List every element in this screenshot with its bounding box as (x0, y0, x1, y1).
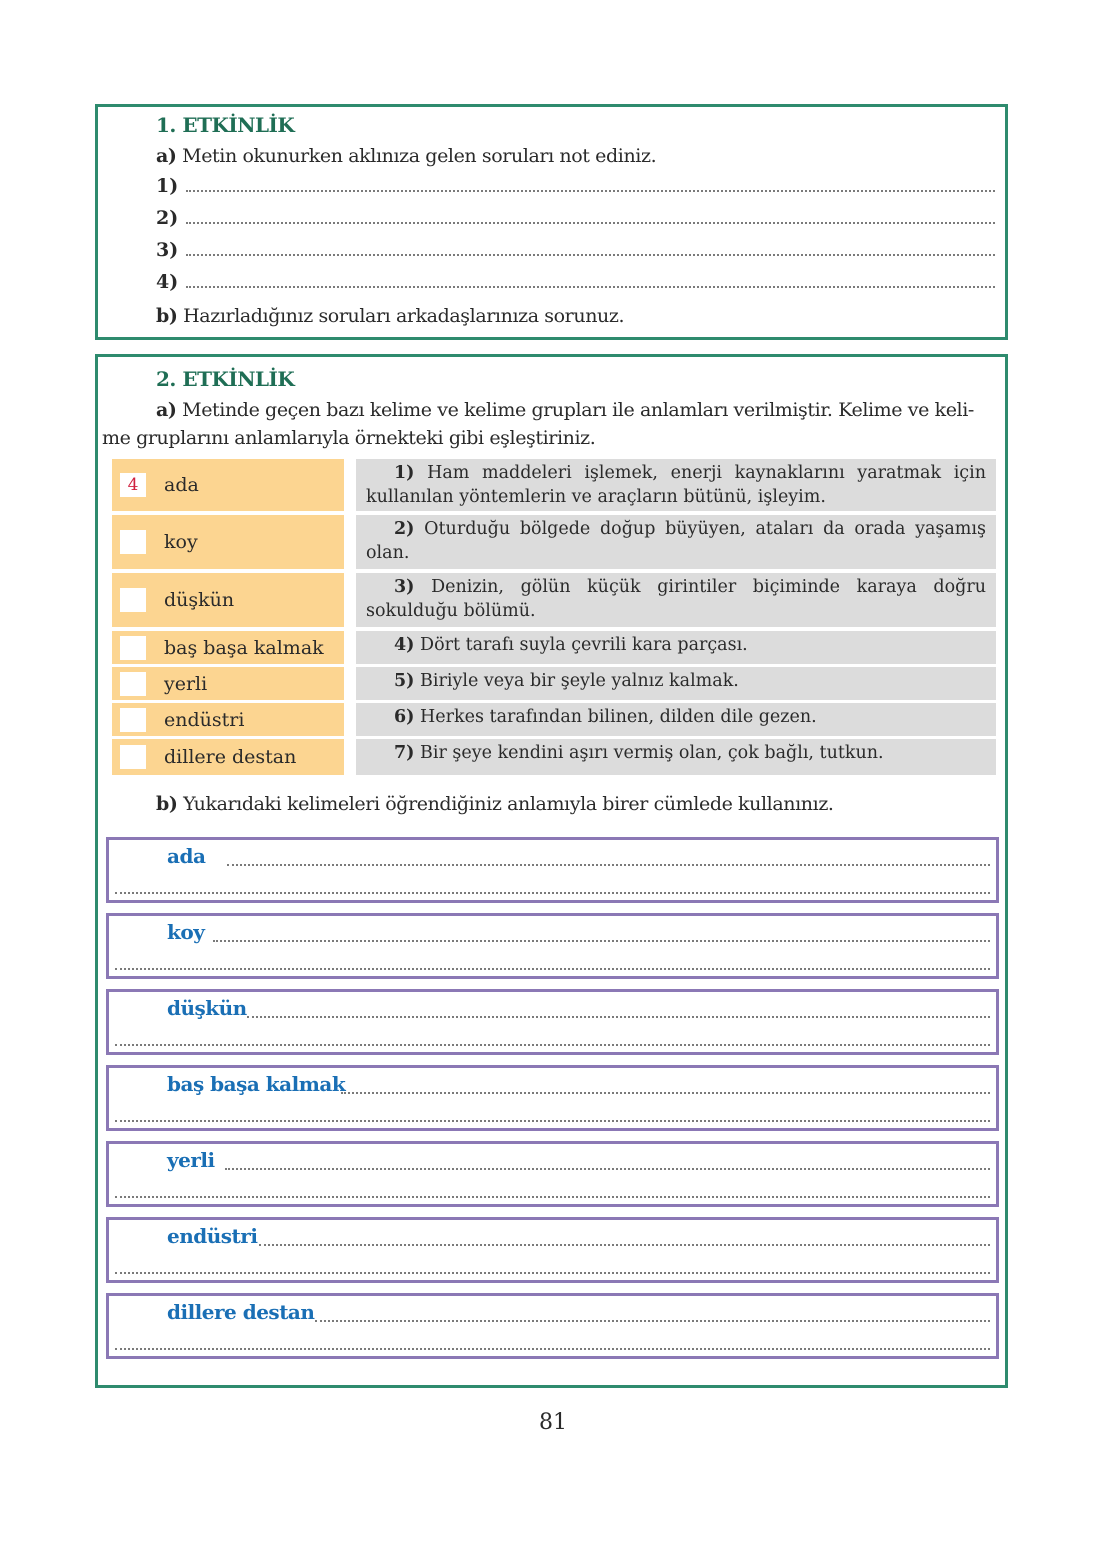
word-cell (112, 667, 344, 700)
sentence-word: ada (167, 844, 206, 868)
definition-number: 7) (394, 743, 415, 763)
word-text: endüstri (164, 708, 245, 731)
match-row (112, 631, 996, 664)
answer-dotted-line[interactable] (115, 968, 990, 970)
definition-cell (356, 703, 996, 736)
answer-dotted-line[interactable] (315, 1320, 990, 1322)
definition-text: Denizin, gölün küçük girintiler biçiminde karaya doğru sokulduğu bölümü. (366, 577, 986, 621)
word-cell (112, 739, 344, 775)
definition-cell (356, 515, 996, 569)
word-cell (112, 573, 344, 627)
sentence-box-endustri[interactable] (106, 1217, 999, 1283)
sentence-word: endüstri (167, 1224, 258, 1248)
instruction-text: Yukarıdaki kelimeleri öğrendiğiniz anlamıyla birer cümlede kullanınız. (183, 793, 834, 815)
definition-number: 6) (394, 707, 415, 727)
definition-number: 5) (394, 671, 415, 691)
sentence-word: dillere destan (167, 1300, 315, 1324)
sentence-box-bas-basa-kalmak[interactable] (106, 1065, 999, 1131)
answer-dotted-line[interactable] (227, 864, 990, 866)
activity-2-instruction-a-line1 (156, 399, 974, 421)
sentence-box-ada[interactable] (106, 837, 999, 903)
part-label: b) (156, 305, 178, 327)
question-line-1[interactable] (156, 173, 995, 197)
word-text: düşkün (164, 589, 235, 611)
answer-dotted-line[interactable] (225, 1168, 990, 1170)
question-number: 4) (156, 271, 179, 293)
instruction-text: Metin okunurken aklınıza gelen soruları not ediniz. (182, 145, 657, 167)
sentence-box-dillere-destan[interactable] (106, 1293, 999, 1359)
match-row (112, 667, 996, 700)
answer-dotted-line[interactable] (186, 190, 995, 192)
answer-box[interactable] (120, 588, 146, 612)
activity-1-instruction-a (156, 145, 656, 167)
match-row (112, 459, 996, 511)
part-label: a) (156, 399, 177, 421)
question-line-3[interactable] (156, 237, 995, 261)
sentence-word: baş başa kalmak (167, 1072, 346, 1096)
answer-box[interactable] (120, 530, 146, 554)
answer-dotted-line[interactable] (115, 892, 990, 894)
definition-cell (356, 667, 996, 700)
question-line-4[interactable] (156, 269, 995, 293)
definition-text: Bir şeye kendini aşırı vermiş olan, çok bağlı, tutkun. (420, 743, 884, 763)
question-number: 1) (156, 175, 179, 197)
answer-box[interactable]: 4 (120, 473, 146, 497)
activity-1-instruction-b (156, 305, 624, 327)
question-number: 2) (156, 207, 179, 229)
word-text: yerli (164, 672, 208, 695)
word-cell (112, 703, 344, 736)
definition-cell (356, 631, 996, 664)
activity-1-box (95, 104, 1008, 340)
activity-2-box (95, 354, 1008, 1388)
word-text: dillere destan (164, 746, 297, 768)
part-label: b) (156, 793, 178, 815)
sentence-word: düşkün (167, 996, 247, 1020)
definition-number: 3) (394, 577, 415, 597)
answer-dotted-line[interactable] (115, 1196, 990, 1198)
sentence-box-koy[interactable] (106, 913, 999, 979)
activity-1-title: 1. ETKİNLİK (156, 113, 295, 137)
definition-cell (356, 573, 996, 627)
sentence-word: koy (167, 920, 205, 944)
match-row (112, 573, 996, 627)
definition-number: 4) (394, 635, 415, 655)
answer-dotted-line[interactable] (115, 1348, 990, 1350)
match-row (112, 739, 996, 775)
activity-2-instruction-b (156, 793, 834, 815)
definition-cell (356, 459, 996, 511)
answer-dotted-line[interactable] (115, 1120, 990, 1122)
answer-dotted-line[interactable] (186, 286, 995, 288)
answer-box[interactable] (120, 745, 146, 769)
sentence-box-duskun[interactable] (106, 989, 999, 1055)
answer-dotted-line[interactable] (247, 1016, 990, 1018)
definition-text: Oturduğu bölgede doğup büyüyen, ataları da orada yaşamış olan. (366, 519, 986, 563)
word-cell (112, 459, 344, 511)
definition-text: Biriyle veya bir şeyle yalnız kalmak. (420, 671, 739, 691)
activity-2-instruction-a-line2: me gruplarını anlamlarıyla örnekteki gibi eşleştiriniz. (102, 427, 596, 449)
answer-dotted-line[interactable] (213, 940, 990, 942)
instruction-text: Metinde geçen bazı kelime ve kelime grupları ile anlamları verilmiştir. Kelime ve keli- (182, 399, 974, 421)
definition-number: 2) (394, 519, 415, 539)
word-text: ada (164, 474, 199, 496)
definition-number: 1) (394, 463, 415, 483)
word-text: koy (164, 531, 198, 553)
definition-text: Dört tarafı suyla çevrili kara parçası. (420, 635, 748, 655)
answer-dotted-line[interactable] (341, 1092, 990, 1094)
instruction-text: Hazırladığınız soruları arkadaşlarınıza sorunuz. (183, 305, 625, 327)
sentence-word: yerli (167, 1148, 215, 1172)
question-number: 3) (156, 239, 179, 261)
word-text: baş başa kalmak (164, 636, 324, 659)
sentence-box-yerli[interactable] (106, 1141, 999, 1207)
page-number: 81 (539, 1410, 567, 1435)
activity-2-title: 2. ETKİNLİK (156, 367, 295, 391)
definition-text: Ham maddeleri işlemek, enerji kaynaklarını yaratmak için kullanılan yöntemlerin ve araçların bütünü, işleyim. (366, 463, 986, 507)
match-row (112, 515, 996, 569)
word-cell (112, 631, 344, 664)
answer-dotted-line[interactable] (259, 1244, 990, 1246)
match-row (112, 703, 996, 736)
word-cell (112, 515, 344, 569)
answer-dotted-line[interactable] (186, 222, 995, 224)
answer-dotted-line[interactable] (115, 1044, 990, 1046)
question-line-2[interactable] (156, 205, 995, 229)
answer-box[interactable] (120, 636, 146, 660)
definition-cell (356, 739, 996, 775)
answer-dotted-line[interactable] (115, 1272, 990, 1274)
answer-dotted-line[interactable] (186, 254, 995, 256)
answer-box[interactable] (120, 708, 146, 732)
answer-box[interactable] (120, 672, 146, 696)
definition-text: Herkes tarafından bilinen, dilden dile gezen. (420, 707, 817, 727)
part-label: a) (156, 145, 177, 167)
